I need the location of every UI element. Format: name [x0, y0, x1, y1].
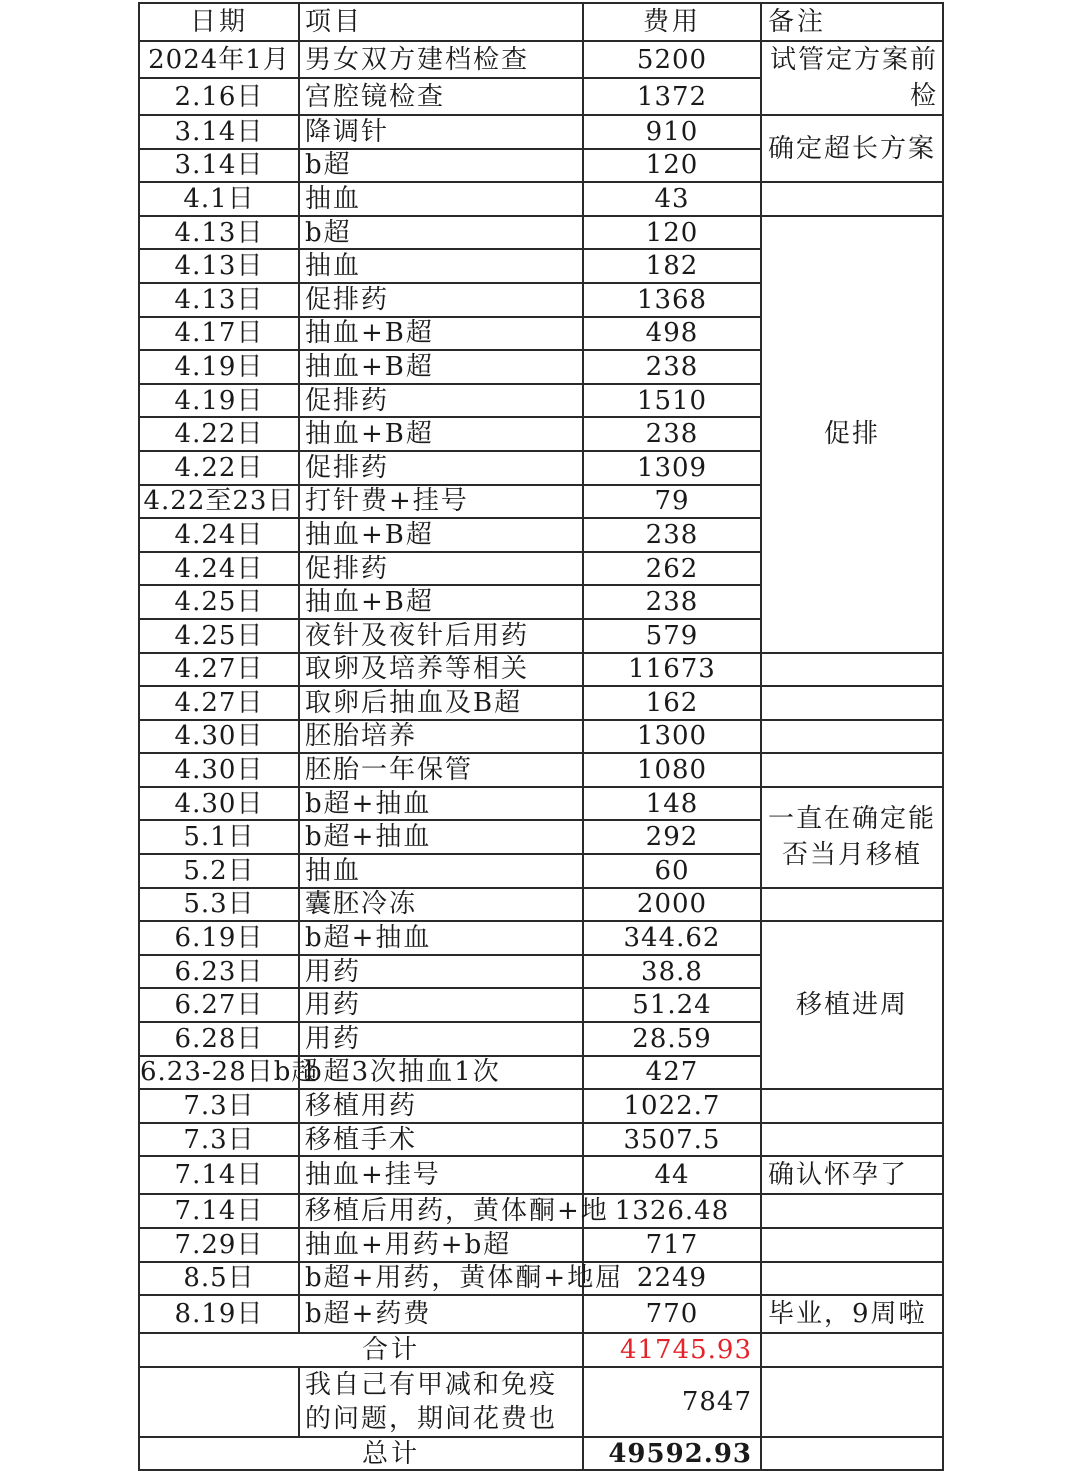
- empty-note-cell: [761, 753, 943, 787]
- item-cell: b超+抽血: [299, 921, 583, 955]
- note-cell: 移植进周: [761, 921, 943, 1089]
- fee-cell: 498: [583, 317, 761, 351]
- date-cell: 6.23日: [139, 955, 299, 989]
- fee-cell: 79: [583, 485, 761, 519]
- date-cell: 4.13日: [139, 249, 299, 283]
- item-cell: 促排药: [299, 384, 583, 418]
- fee-cell: 51.24: [583, 988, 761, 1022]
- fee-cell: 120: [583, 149, 761, 183]
- empty-note-cell: [761, 1437, 943, 1471]
- item-cell: 促排药: [299, 283, 583, 317]
- fee-cell: 717: [583, 1228, 761, 1262]
- empty-note-cell: [761, 1194, 943, 1228]
- empty-note-cell: [761, 1228, 943, 1262]
- table-row: [139, 1123, 943, 1157]
- date-cell: 5.2日: [139, 854, 299, 888]
- item-cell: 夜针及夜针后用药: [299, 619, 583, 653]
- table-row: [139, 787, 943, 821]
- item-cell: 移植后用药，黄体酮+地: [299, 1194, 583, 1228]
- fee-cell: 427: [583, 1056, 761, 1090]
- fee-cell: 1022.7: [583, 1089, 761, 1123]
- fee-cell: 162: [583, 686, 761, 720]
- fee-cell: 5200: [583, 41, 761, 78]
- empty-note-cell: [761, 653, 943, 687]
- date-cell: 5.1日: [139, 820, 299, 854]
- extra-value: 7847: [583, 1367, 761, 1437]
- fee-cell: 1372: [583, 78, 761, 115]
- date-cell: 6.27日: [139, 988, 299, 1022]
- fee-cell: 11673: [583, 653, 761, 687]
- table-row: [139, 216, 943, 250]
- fee-cell: 579: [583, 619, 761, 653]
- date-cell: 2.16日: [139, 78, 299, 115]
- item-cell: 宫腔镜检查: [299, 78, 583, 115]
- table-row: [139, 653, 943, 687]
- table-row: [139, 686, 943, 720]
- table-row: [139, 182, 943, 216]
- date-cell: 4.25日: [139, 585, 299, 619]
- fee-cell: 38.8: [583, 955, 761, 989]
- date-cell: 4.22日: [139, 451, 299, 485]
- fee-cell: 120: [583, 216, 761, 250]
- empty-note-cell: [761, 1367, 943, 1437]
- fee-cell: 2000: [583, 888, 761, 922]
- table-row: [139, 753, 943, 787]
- item-cell: 用药: [299, 988, 583, 1022]
- empty-note-cell: [761, 1262, 943, 1296]
- item-cell: 取卵及培养等相关: [299, 653, 583, 687]
- item-cell: 打针费+挂号: [299, 485, 583, 519]
- date-cell: 4.30日: [139, 787, 299, 821]
- date-cell: 4.30日: [139, 720, 299, 754]
- fee-cell: 28.59: [583, 1022, 761, 1056]
- header-item: 项目: [299, 3, 583, 41]
- item-cell: 胚胎培养: [299, 720, 583, 754]
- date-cell: 7.14日: [139, 1194, 299, 1228]
- note-cell: 确认怀孕了: [761, 1156, 943, 1194]
- item-cell: 用药: [299, 1022, 583, 1056]
- item-cell: 移植用药: [299, 1089, 583, 1123]
- table-row: [139, 921, 943, 955]
- fee-cell: 148: [583, 787, 761, 821]
- subtotal-label: 合计: [139, 1333, 583, 1367]
- empty-note-cell: [761, 1333, 943, 1367]
- date-cell: 4.22日: [139, 417, 299, 451]
- item-cell: b超: [299, 149, 583, 183]
- item-cell: 移植手术: [299, 1123, 583, 1157]
- fee-cell: 182: [583, 249, 761, 283]
- date-cell: 4.25日: [139, 619, 299, 653]
- date-cell: 4.13日: [139, 283, 299, 317]
- expense-sheet: [138, 2, 942, 1469]
- empty-note-cell: [761, 182, 943, 216]
- date-cell: 4.1日: [139, 182, 299, 216]
- item-cell: b超3次抽血1次: [299, 1056, 583, 1090]
- date-cell: 3.14日: [139, 149, 299, 183]
- fee-cell: 44: [583, 1156, 761, 1194]
- fee-cell: 238: [583, 585, 761, 619]
- extra-row: [139, 1367, 943, 1437]
- item-cell: 男女双方建档检查: [299, 41, 583, 78]
- date-cell: 6.19日: [139, 921, 299, 955]
- date-cell: 4.30日: [139, 753, 299, 787]
- item-cell: b超+抽血: [299, 787, 583, 821]
- fee-cell: 3507.5: [583, 1123, 761, 1157]
- date-cell: 8.5日: [139, 1262, 299, 1296]
- date-cell: 7.29日: [139, 1228, 299, 1262]
- fee-cell: 1300: [583, 720, 761, 754]
- date-cell: 4.24日: [139, 518, 299, 552]
- item-cell: b超+药费: [299, 1295, 583, 1333]
- fee-cell: 1510: [583, 384, 761, 418]
- table-row: [139, 1262, 943, 1296]
- item-cell: 囊胚冷冻: [299, 888, 583, 922]
- item-cell: b超+抽血: [299, 820, 583, 854]
- fee-cell: 770: [583, 1295, 761, 1333]
- fee-cell: 60: [583, 854, 761, 888]
- item-cell: 抽血+挂号: [299, 1156, 583, 1194]
- date-cell: 4.27日: [139, 653, 299, 687]
- item-cell: 抽血: [299, 249, 583, 283]
- date-cell: 7.3日: [139, 1123, 299, 1157]
- note-cell: 试管定方案前检: [761, 41, 943, 115]
- note-cell: 一直在确定能否当月移植: [761, 787, 943, 888]
- expense-table: [138, 2, 944, 1471]
- note-cell: 毕业，9周啦: [761, 1295, 943, 1333]
- date-cell: 6.28日: [139, 1022, 299, 1056]
- extra-note: 我自己有甲减和免疫的问题，期间花费也: [299, 1367, 583, 1437]
- date-cell: 4.24日: [139, 552, 299, 586]
- header-row: [139, 3, 943, 41]
- item-cell: 抽血+B超: [299, 585, 583, 619]
- subtotal-row: [139, 1333, 943, 1367]
- item-cell: 促排药: [299, 552, 583, 586]
- table-row: [139, 888, 943, 922]
- empty-note-cell: [761, 888, 943, 922]
- note-cell: 确定超长方案: [761, 115, 943, 182]
- item-cell: 促排药: [299, 451, 583, 485]
- fee-cell: 910: [583, 115, 761, 149]
- empty-note-cell: [761, 1089, 943, 1123]
- fee-cell: 1368: [583, 283, 761, 317]
- fee-cell: 2249: [583, 1262, 761, 1296]
- fee-cell: 238: [583, 350, 761, 384]
- date-cell: 2024年1月: [139, 41, 299, 78]
- empty-note-cell: [761, 720, 943, 754]
- empty-note-cell: [761, 1123, 943, 1157]
- item-cell: 用药: [299, 955, 583, 989]
- table-row: [139, 115, 943, 149]
- item-cell: 降调针: [299, 115, 583, 149]
- date-cell: 7.3日: [139, 1089, 299, 1123]
- empty-note-cell: [761, 686, 943, 720]
- table-row: [139, 41, 943, 78]
- item-cell: 抽血+用药+b超: [299, 1228, 583, 1262]
- total-label: 总计: [139, 1437, 583, 1471]
- fee-cell: 344.62: [583, 921, 761, 955]
- item-cell: 抽血+B超: [299, 518, 583, 552]
- total-value: 49592.93: [583, 1437, 761, 1471]
- date-cell: 4.22至23日: [139, 485, 299, 519]
- item-cell: b超+用药，黄体酮+地屈: [299, 1262, 583, 1296]
- total-row: [139, 1437, 943, 1471]
- item-cell: 取卵后抽血及B超: [299, 686, 583, 720]
- empty-date-cell: [139, 1367, 299, 1437]
- table-row: [139, 1194, 943, 1228]
- date-cell: 4.27日: [139, 686, 299, 720]
- item-cell: 抽血+B超: [299, 417, 583, 451]
- fee-cell: 1080: [583, 753, 761, 787]
- item-cell: b超: [299, 216, 583, 250]
- header-note: 备注: [761, 3, 943, 41]
- date-cell: 8.19日: [139, 1295, 299, 1333]
- item-cell: 抽血: [299, 182, 583, 216]
- date-cell: 4.13日: [139, 216, 299, 250]
- date-cell: 3.14日: [139, 115, 299, 149]
- fee-cell: 238: [583, 518, 761, 552]
- fee-cell: 292: [583, 820, 761, 854]
- fee-cell: 262: [583, 552, 761, 586]
- item-cell: 胚胎一年保管: [299, 753, 583, 787]
- item-cell: 抽血: [299, 854, 583, 888]
- date-cell: 7.14日: [139, 1156, 299, 1194]
- date-cell: 5.3日: [139, 888, 299, 922]
- fee-cell: 43: [583, 182, 761, 216]
- date-cell: 6.23-28日b超: [140, 1057, 319, 1088]
- subtotal-value: 41745.93: [583, 1333, 761, 1367]
- table-row: [139, 1295, 943, 1333]
- header-fee: 费用: [583, 3, 761, 41]
- date-cell: 4.19日: [139, 350, 299, 384]
- date-cell: 4.19日: [139, 384, 299, 418]
- fee-cell: 238: [583, 417, 761, 451]
- header-date: 日期: [139, 3, 299, 41]
- fee-cell: 1309: [583, 451, 761, 485]
- fee-cell: 1326.48: [583, 1194, 761, 1228]
- item-cell: 抽血+B超: [299, 350, 583, 384]
- table-row: [139, 1156, 943, 1194]
- date-cell: 4.17日: [139, 317, 299, 351]
- note-cell: 促排: [761, 216, 943, 653]
- item-cell: 抽血+B超: [299, 317, 583, 351]
- table-row: [139, 1089, 943, 1123]
- table-row: [139, 720, 943, 754]
- table-row: [139, 1228, 943, 1262]
